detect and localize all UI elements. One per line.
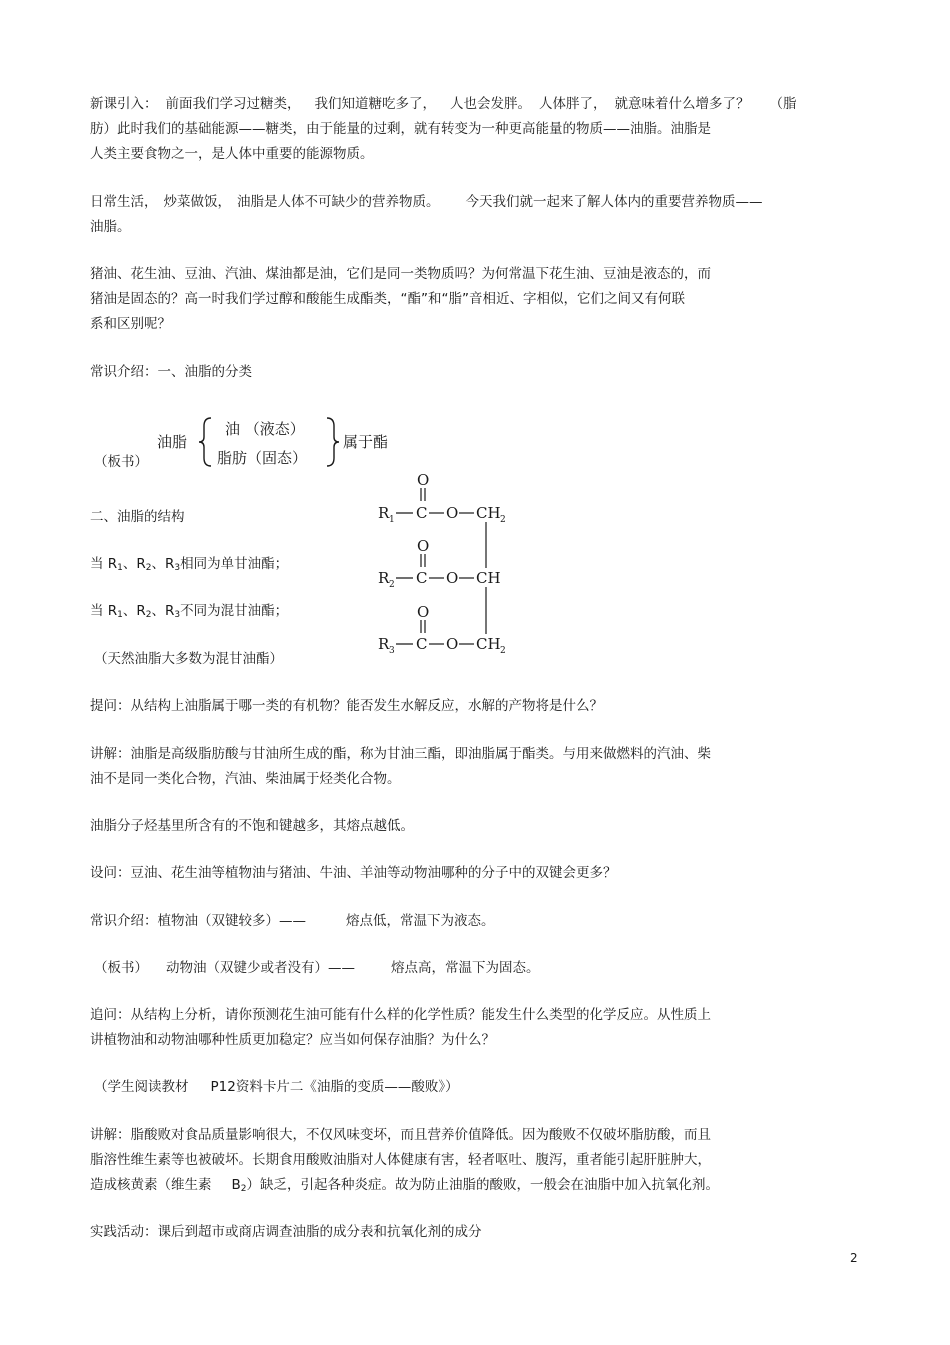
text-segment: 炒菜做饭， (163, 194, 231, 210)
ester-oxygen-1: O (446, 504, 459, 522)
unsaturation-note: 油脂分子烃基里所含有的不饱和键越多，其熔点越低。 (90, 818, 414, 834)
question-oils-line-3: 系和区别呢？ (90, 316, 171, 332)
text-segment: 、R (151, 603, 175, 619)
follow-up-question-line-2: 讲植物油和动物油哪种性质更加稳定？应当如何保存油脂？为什么？ (90, 1032, 495, 1048)
text-segment: P12资料卡片二《油脂的变质——酸败》） (210, 1079, 459, 1095)
r3-subscript: 3 (389, 646, 395, 656)
text-segment: 新课引入： (90, 96, 158, 112)
practice-activity: 实践活动：课后到超市或商店调查油脂的成分表和抗氧化剂的成分 (90, 1224, 482, 1240)
explanation-1-line-1: 讲解：油脂是高级脂肪酸与甘油所生成的酯，称为甘油三酯，即油脂属于酯类。与用来做燃料的汽油、柴 (90, 746, 711, 762)
text-segment: （脂 (769, 96, 797, 112)
text-segment: 就意味着什么增多了？ (614, 96, 750, 112)
vegetable-oil-line (90, 912, 495, 930)
carbonyl-oxygen-2: O (417, 537, 430, 555)
daily-life-line-2: 油脂。 (90, 219, 131, 235)
r2-label: R (378, 569, 390, 587)
simple-glyceride-line (90, 555, 288, 575)
question-double-bonds: 设问：豆油、花生油等植物油与猪油、牛油、羊油等动物油哪种的分子中的双键会更多？ (90, 865, 617, 881)
r2-subscript: 2 (389, 580, 395, 590)
daily-life-line-1 (90, 193, 763, 211)
section-structure-heading: 二、油脂的结构 (90, 509, 185, 525)
classification-top: 油 （液态） (225, 420, 305, 438)
page-number: 2 (850, 1251, 858, 1265)
text-segment: 相同为单甘油酯； (180, 556, 289, 572)
mixed-glyceride-line (90, 602, 288, 622)
text-segment: 人体胖了， (539, 96, 607, 112)
classification-diagram (155, 410, 415, 472)
left-brace (199, 418, 211, 466)
text-segment: 我们知道糖吃多了， (314, 96, 436, 112)
question-oils-line-2: 猪油是固态的？高一时我们学过醇和酸能生成酯类，“酯”和“脂”音相近、字相似，它们之间又有何联 (90, 291, 685, 307)
r1-subscript: 1 (389, 515, 395, 525)
classification-bottom: 脂肪（固态） (217, 449, 308, 467)
subscript: 2 (145, 610, 152, 620)
reading-assignment (94, 1078, 459, 1096)
text-segment: 常识介绍：植物油（双键较多）—— (90, 913, 306, 929)
text-segment: （学生阅读教材 (94, 1079, 189, 1095)
ch2-bottom: CH (476, 635, 501, 653)
carbonyl-oxygen-1: O (417, 471, 430, 489)
structure-svg (370, 468, 540, 663)
text-segment: 造成核黄素（维生素 (90, 1177, 212, 1193)
subscript: 1 (117, 610, 123, 620)
subscript: 2 (240, 1184, 247, 1194)
subscript: 3 (174, 610, 181, 620)
ester-oxygen-3: O (446, 635, 459, 653)
intro-line-1 (90, 95, 797, 113)
ch2-top: CH (476, 504, 501, 522)
ch2-top-subscript: 2 (500, 515, 506, 525)
text-segment: 前面我们学习过糖类， (165, 96, 301, 112)
text-segment: 、R (122, 556, 146, 572)
follow-up-question-line-1: 追问：从结构上分析，请你预测花生油可能有什么样的化学性质？能发生什么类型的化学反应。从性质上 (90, 1007, 711, 1023)
classification-left: 油脂 (157, 433, 188, 451)
right-brace (327, 418, 339, 466)
explanation-1-line-2: 油不是同一类化合物，汽油、柴油属于烃类化合物。 (90, 771, 401, 787)
text-segment: 当 R (90, 556, 118, 572)
text-segment: 熔点高，常温下为固态。 (391, 960, 540, 976)
question-oils-line-1: 猪油、花生油、豆油、汽油、煤油都是油，它们是同一类物质吗？为何常温下花生油、豆油是液态的，而 (90, 266, 711, 282)
text-segment: （板书） (94, 960, 148, 976)
animal-oil-line (94, 959, 540, 977)
explanation-2-line-2: 脂溶性维生素等也被破坏。长期食用酸败油脂对人体健康有害，轻者呕吐、腹泻，重者能引起肝脏肿大， (90, 1152, 711, 1168)
natural-fat-note: （天然油脂大多数为混甘油酯） (94, 651, 283, 667)
text-segment: 熔点低，常温下为液态。 (346, 913, 495, 929)
classification-result: 属于酯 (343, 433, 389, 451)
board-label: （板书） (94, 454, 148, 470)
triglyceride-structure (370, 468, 540, 663)
text-segment: 不同为混甘油酯； (180, 603, 289, 619)
text-segment: 、R (151, 556, 175, 572)
subscript: 1 (117, 563, 123, 573)
text-segment: 人也会发胖。 (450, 96, 531, 112)
r1-label: R (378, 504, 390, 522)
ester-oxygen-2: O (446, 569, 459, 587)
explanation-2-line-1: 讲解：脂酸败对食品质量影响很大，不仅风味变坏，而且营养价值降低。因为酸败不仅破坏脂肪酸，而且 (90, 1127, 711, 1143)
subscript: 2 (145, 563, 152, 573)
subscript: 3 (174, 563, 181, 573)
text-segment: 日常生活， (90, 194, 158, 210)
ch-middle: CH (476, 569, 501, 587)
text-segment: 当 R (90, 603, 118, 619)
intro-line-2: 肪）此时我们的基础能源——糖类，由于能量的过剩，就有转变为一种更高能量的物质——油脂。油脂是 (90, 121, 711, 137)
text-segment: 动物油（双键少或者没有）—— (166, 960, 355, 976)
text-segment: 、R (122, 603, 146, 619)
text-segment: 今天我们就一起来了解人体内的重要营养物质—— (465, 194, 763, 210)
question-structure: 提问：从结构上油脂属于哪一类的有机物？能否发生水解反应，水解的产物将是什么？ (90, 698, 603, 714)
classification-svg (155, 410, 415, 472)
section-classification-heading: 常识介绍：一、油脂的分类 (90, 364, 252, 380)
text-segment: 油脂是人体不可缺少的营养物质。 (237, 194, 440, 210)
intro-line-3: 人类主要食物之一，是人体中重要的能源物质。 (90, 146, 374, 162)
ch2-bottom-subscript: 2 (500, 646, 506, 656)
text-segment: B (231, 1177, 241, 1193)
explanation-2-line-3 (90, 1176, 719, 1196)
r3-label: R (378, 635, 390, 653)
carbon-2: C (416, 569, 428, 587)
carbon-3: C (416, 635, 428, 653)
carbon-1: C (416, 504, 428, 522)
carbonyl-oxygen-3: O (417, 603, 430, 621)
text-segment: ）缺乏，引起各种炎症。故为防止油脂的酸败，一般会在油脂中加入抗氧化剂。 (246, 1177, 719, 1193)
